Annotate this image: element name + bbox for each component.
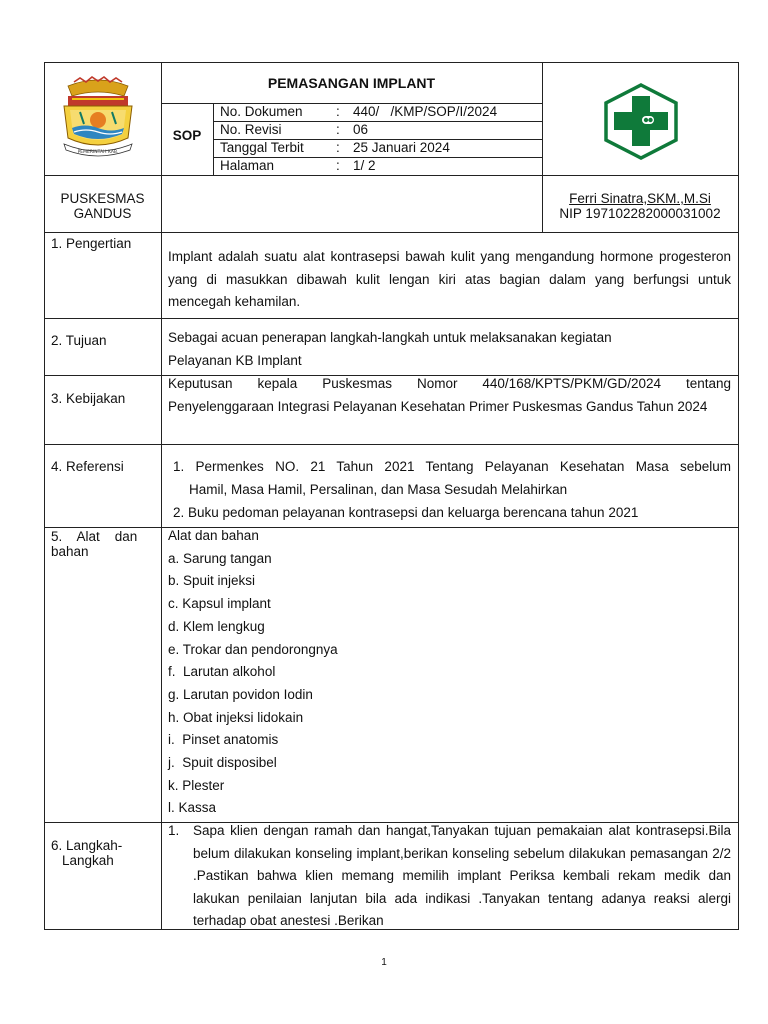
row-divider-4 [44,444,739,445]
pengertian-paragraph: Implant adalah suatu alat kontrasepsi bawah kulit yang mengandung hormone progesteron yang di masukkan dibawah kulit lengan kiri atas bagian dalam yang berfungsi untuk mencegah kehamilan. [168,249,731,310]
meta-value-issue-date: 25 Januari 2024 [353,140,450,155]
row-divider-2 [44,318,739,319]
alat-heading: Alat dan bahan [168,528,259,543]
referensi-item-2: 2. Buku pedoman pelayanan kontrasepsi dan keluarga berencana tahun 2021 [173,505,639,520]
list-item: e. Trokar dan pendorongnya [168,641,338,657]
table-top-border [44,62,739,63]
list-item: i. Pinset anatomis [168,732,279,748]
org-name-line2: GANDUS [73,206,132,221]
kebijakan-paragraph: Keputusan kepala Puskesmas Nomor 440/168/KPTS/PKM/GD/2024 tentang Penyelenggaraan Integrasi Pelayanan Kesehatan Primer Puskesmas Gandus Tahun 2024 [168,376,731,414]
list-item: l. Kassa [168,800,217,816]
page-number: 1 [381,957,387,968]
signer-name: Ferri Sinatra,SKM.,M.Si [569,191,711,206]
table-right-border [738,62,739,930]
section-label-referensi: 4. Referensi [51,459,124,474]
list-item: g. Larutan povidon Iodin [168,686,313,702]
section-label-kebijakan: 3. Kebijakan [51,391,126,406]
meta-sep: : [336,104,340,119]
alat-list [168,525,338,820]
list-item: d. Klem lengkug [168,618,265,634]
meta-sep: : [336,140,340,155]
regional-emblem-logo [54,76,142,160]
sop-label: SOP [172,128,202,143]
list-item: j. Spuit disposibel [168,755,277,771]
table-bottom-border [44,929,739,930]
tujuan-line-2: Pelayanan KB Implant [168,353,302,368]
emblem-caption: PEMERINTAH KAB. [77,150,119,155]
section-label-langkah-line-2: Langkah [62,853,114,868]
org-name-line1: PUSKESMAS [60,191,145,206]
referensi-item-1-line-2: Hamil, Masa Hamil, Persalinan, dan Masa Sesudah Melahirkan [189,482,568,497]
section-label-alat-line-2: bahan [51,544,89,559]
tujuan-line-1: Sebagai acuan penerapan langkah-langkah untuk melaksanakan kegiatan [168,330,612,345]
langkah-step-number: 1. [168,823,180,838]
list-item: f. Larutan alkohol [168,664,276,680]
meta-label-issue-date: Tanggal Terbit [220,140,304,155]
section-label-langkah-line-1: 6. Langkah- [51,838,123,853]
row-divider-5 [44,527,739,528]
list-item: c. Kapsul implant [168,596,271,612]
signer-nip: NIP 197102282000031002 [559,206,721,221]
meta-value-revision: 06 [353,122,369,137]
meta-label-doc-number: No. Dokumen [220,104,303,119]
meta-label-revision: No. Revisi [220,122,282,137]
section-label-pengertian: 1. Pengertian [51,236,132,251]
section-text-kebijakan [168,373,731,418]
list-item: a. Sarung tangan [168,550,272,566]
document-title: PEMASANGAN IMPLANT [267,75,436,91]
header-divider [44,175,739,176]
meta-label-page: Halaman [220,158,275,173]
list-item: k. Plester [168,777,225,793]
meta-sep: : [336,122,340,137]
list-item: b. Spuit injeksi [168,573,256,589]
puskesmas-logo [592,82,690,162]
langkah-step-1 [193,820,731,928]
list-item: h. Obat injeksi lidokain [168,709,304,725]
section-label-tujuan: 2. Tujuan [51,333,107,348]
section-text-pengertian [168,246,731,314]
langkah-step-1-text: Sapa klien dengan ramah dan hangat,Tanyakan tujuan pemakaian alat kontrasepsi.Bila belum dilakukan konseling implant,berikan konseling sebelum dilakukan pemasangan 2/2 .Pastikan bahwa klien memang memilih implant Periksa kembali rekam medik dan lakukan penilaian lanjutan bila ada indikasi .Tanyakan tentang adanya reaksi alergi terhadap obat anestesi .Berikan [193,823,731,928]
meta-sep: : [336,158,340,173]
section-label-alat-line-1: 5. Alat dan [51,529,138,544]
meta-value-page: 1/ 2 [353,158,376,173]
referensi-item-1-line-1: 1. Permenkes NO. 21 Tahun 2021 Tentang Pelayanan Kesehatan Masa sebelum [173,459,731,474]
meta-value-doc-number: 440/ /KMP/SOP/I/2024 [353,104,498,119]
row-divider-1 [44,232,739,233]
table-column-divider [161,62,162,930]
